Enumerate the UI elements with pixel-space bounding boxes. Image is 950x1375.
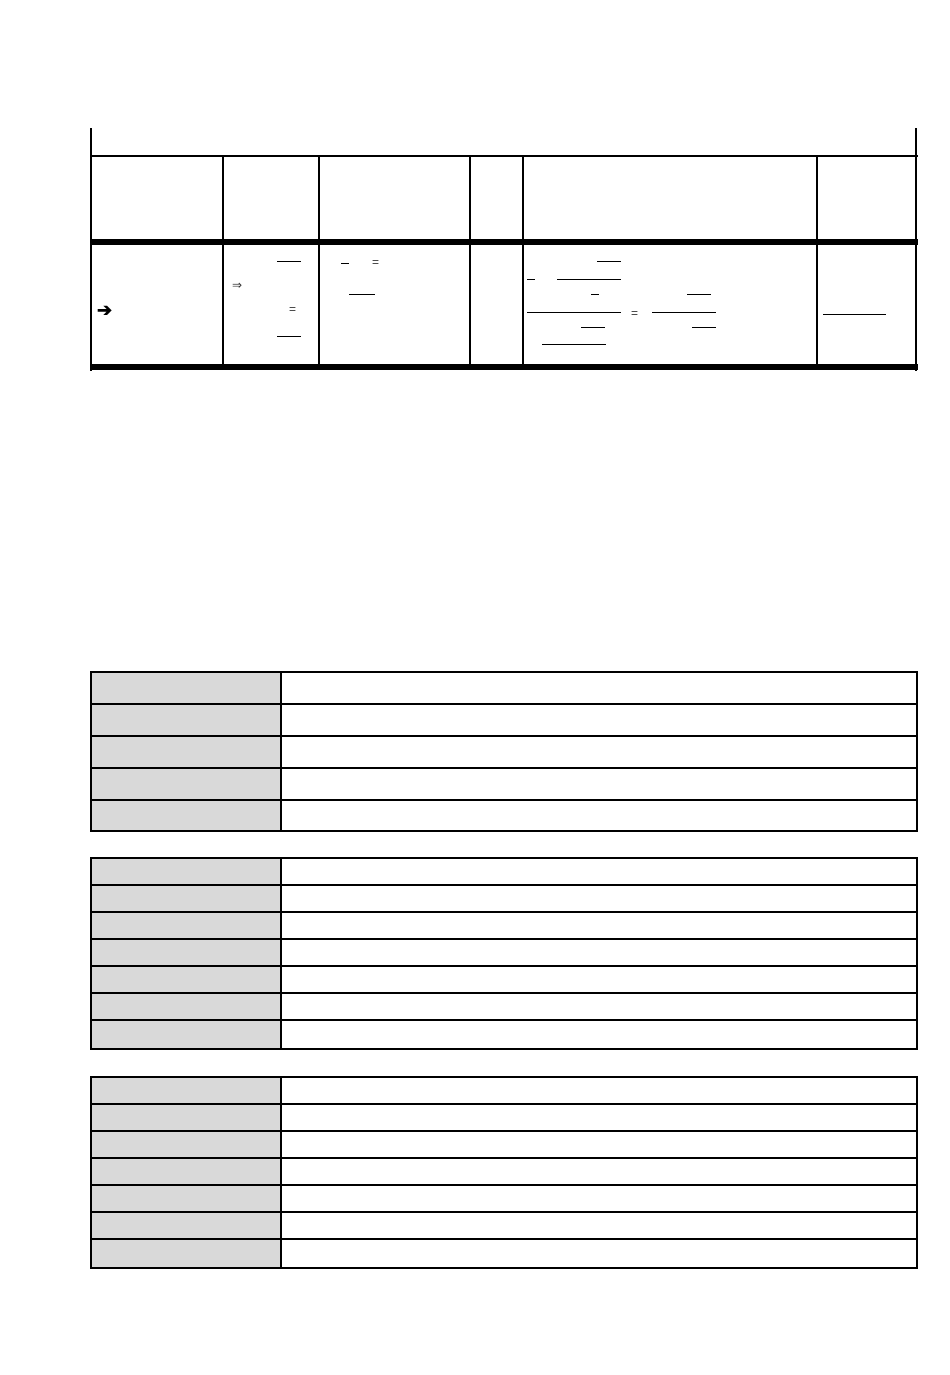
table-row [92, 1105, 916, 1132]
column-divider [522, 155, 524, 367]
header-top-line [90, 155, 918, 157]
row-value [282, 705, 916, 735]
table-row [92, 1078, 916, 1105]
table-row [92, 886, 916, 913]
table-row [92, 859, 916, 886]
row-value [282, 1132, 916, 1157]
row-arrow-icon: ➔ [97, 300, 113, 320]
row-label [92, 1240, 282, 1267]
row-value [282, 1213, 916, 1238]
row-value [282, 737, 916, 767]
header-separator [90, 239, 918, 245]
row-label [92, 1105, 282, 1130]
table-row [92, 1240, 916, 1267]
row-value [282, 994, 916, 1019]
fraction-bar [597, 261, 621, 262]
row-value [282, 1159, 916, 1184]
table-row [92, 994, 916, 1021]
row-label [92, 705, 282, 735]
row-value [282, 1105, 916, 1130]
row-label [92, 940, 282, 965]
row-label [92, 769, 282, 799]
row-label [92, 913, 282, 938]
fraction-bar [591, 294, 599, 295]
fraction-bar [687, 294, 711, 295]
row-label [92, 1213, 282, 1238]
formula-table [90, 128, 918, 371]
row-value [282, 673, 916, 703]
row-label [92, 1159, 282, 1184]
row-value [282, 967, 916, 992]
table-row [92, 1021, 916, 1048]
table-bottom-border [90, 364, 918, 370]
row-value [282, 1078, 916, 1103]
equals-symbol: = [289, 302, 297, 316]
table-row [92, 737, 916, 769]
field-table-3 [90, 1076, 918, 1269]
table-row [92, 769, 916, 801]
row-label [92, 801, 282, 830]
row-value [282, 859, 916, 884]
table-row [92, 967, 916, 994]
row-label [92, 886, 282, 911]
field-table-2 [90, 857, 918, 1050]
row-label [92, 994, 282, 1019]
fraction-bar [823, 314, 886, 315]
table-row [92, 673, 916, 705]
row-label [92, 1021, 282, 1048]
row-value [282, 801, 916, 830]
table-row [92, 801, 916, 830]
table-row [92, 913, 916, 940]
column-divider [816, 155, 818, 367]
row-value [282, 913, 916, 938]
implies-symbol: ⇒ [232, 278, 243, 292]
fraction-bar [341, 263, 349, 264]
fraction-bar [652, 312, 716, 313]
equals-symbol: = [372, 255, 380, 269]
fraction-bar [527, 279, 535, 280]
row-value [282, 886, 916, 911]
fraction-bar [527, 312, 621, 313]
table-border-left [90, 128, 92, 371]
fraction-bar [277, 261, 301, 262]
row-label [92, 967, 282, 992]
table-row [92, 1213, 916, 1240]
table-row [92, 1132, 916, 1159]
table-row [92, 1186, 916, 1213]
equals-symbol: = [631, 306, 639, 320]
table-row [92, 940, 916, 967]
fraction-bar [349, 294, 375, 295]
fraction-bar [692, 327, 716, 328]
table-border-right [915, 128, 917, 371]
row-label [92, 1132, 282, 1157]
table-row [92, 1159, 916, 1186]
column-divider [469, 155, 471, 367]
row-label [92, 1186, 282, 1211]
row-value [282, 1021, 916, 1048]
row-label [92, 673, 282, 703]
column-divider [222, 155, 224, 367]
row-value [282, 940, 916, 965]
field-table-1 [90, 671, 918, 832]
fraction-bar [557, 279, 621, 280]
table-row [92, 705, 916, 737]
column-divider [318, 155, 320, 367]
fraction-bar [542, 344, 606, 345]
fraction-bar [581, 327, 605, 328]
row-value [282, 1186, 916, 1211]
fraction-bar [277, 336, 301, 337]
row-label [92, 859, 282, 884]
row-label [92, 737, 282, 767]
row-label [92, 1078, 282, 1103]
row-value [282, 769, 916, 799]
row-value [282, 1240, 916, 1267]
